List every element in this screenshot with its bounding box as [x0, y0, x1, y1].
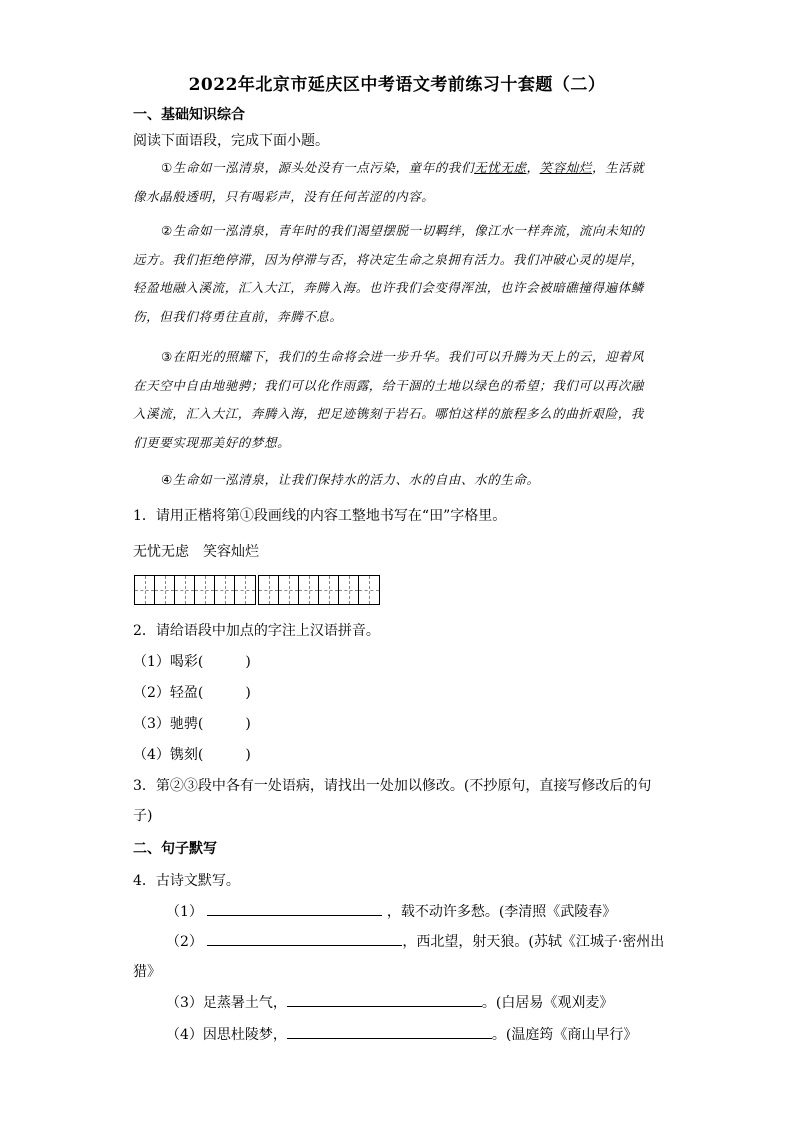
- section1-heading: 一、基础知识综合: [133, 107, 245, 123]
- recite-item-3-post: 。(白居易《观刈麦》: [481, 995, 614, 1011]
- question-3-line-1: 3．第②③段中各有一处语病，请找出一处加以修改。(不抄原句，直接写修改后的句: [133, 778, 652, 794]
- question-4: 4．古诗文默写。: [133, 873, 240, 889]
- grid-cell[interactable]: [155, 576, 175, 604]
- page-title: 2022年北京市延庆区中考语文考前练习十套题（二）: [188, 75, 606, 95]
- question-3-line-2: 子): [133, 808, 153, 824]
- recite-blank-4[interactable]: [287, 1024, 492, 1039]
- grid-cell[interactable]: [279, 576, 299, 604]
- recite-item-1-post: ，载不动许多愁。(李清照《武陵春》: [386, 904, 617, 920]
- recite-blank-1[interactable]: [207, 901, 382, 916]
- p1-separator: ，: [526, 160, 540, 175]
- p1-underlined-1: 无忧无虑: [474, 160, 527, 175]
- question-1: 1．请用正楷将第①段画线的内容工整地书写在“田”字格里。: [133, 508, 507, 524]
- recite-blank-3[interactable]: [287, 992, 482, 1007]
- tianzige-grid[interactable]: [134, 575, 380, 605]
- recite-item-4-post: 。(温庭筠《商山早行》: [491, 1027, 638, 1043]
- grid-cell[interactable]: [319, 576, 339, 604]
- tianzige-group-1[interactable]: [134, 575, 256, 605]
- pinyin-item-4[interactable]: （4）镌刻( ): [133, 747, 251, 763]
- grid-cell[interactable]: [195, 576, 215, 604]
- recite-item-4-num: （4）: [166, 1027, 203, 1043]
- recite-item-3-num: （3）: [166, 995, 203, 1011]
- section1-intro: 阅读下面语段，完成下面小题。: [133, 133, 329, 149]
- recite-blank-2[interactable]: [207, 931, 402, 946]
- grid-cell[interactable]: [299, 576, 319, 604]
- recite-item-2-num: （2）: [166, 934, 203, 950]
- grid-cell[interactable]: [135, 576, 155, 604]
- passage-paragraph-1: [133, 154, 653, 211]
- passage-paragraph-3: ③在阳光的照耀下，我们的生命将会进一步升华。我们可以升腾为天上的云，迎着风在天空中自由地驰骋；我们可以化作雨露，给干涸的土地以绿色的希望；我们可以再次融入溪流，汇入大江，奔腾入海，把足迹镌刻于岩石。哪怕这样的旅程多么的曲折艰险，我们更要实现那美好的梦想。: [133, 349, 645, 450]
- recite-item-4-pre: 因思杜陵梦，: [202, 1027, 287, 1043]
- grid-cell[interactable]: [215, 576, 235, 604]
- p1-underlined-2: 笑容灿烂: [539, 160, 593, 175]
- section2-heading: 二、句子默写: [133, 841, 217, 857]
- question-1-words: 无忧无虑 笑容灿烂: [133, 544, 259, 560]
- passage-paragraph-2: ②生命如一泓清泉，青年时的我们渴望摆脱一切羁绊，像江水一样奔流，流向未知的远方。我们拒绝停滞，因为停滞与否，将决定生命之泉拥有活力。我们冲破心灵的堤岸，轻盈地融入溪流，汇入大江，奔腾入海。也许我们会变得浑浊，也许会被暗礁撞得遍体鳞伤，但我们将勇往直前，奔腾不息。: [133, 223, 645, 324]
- recite-item-1-num: （1）: [166, 904, 203, 920]
- pinyin-item-2[interactable]: （2）轻盈( ): [133, 685, 251, 701]
- grid-cell[interactable]: [235, 576, 255, 604]
- recite-item-2-continued: 猎》: [133, 964, 161, 980]
- grid-cell[interactable]: [359, 576, 379, 604]
- tianzige-group-2[interactable]: [258, 575, 380, 605]
- question-2: 2．请给语段中加点的字注上汉语拼音。: [133, 623, 380, 639]
- recite-item-2: [166, 931, 664, 951]
- recite-item-3: [166, 992, 613, 1012]
- grid-cell[interactable]: [339, 576, 359, 604]
- recite-item-4: [166, 1024, 637, 1044]
- grid-cell[interactable]: [175, 576, 195, 604]
- grid-cell[interactable]: [259, 576, 279, 604]
- pinyin-item-3[interactable]: （3）驰骋( ): [133, 716, 251, 732]
- pinyin-item-1[interactable]: （1）喝彩( ): [133, 654, 251, 670]
- recite-item-2-post: ，西北望，射天狼。(苏轼《江城子·密州出: [402, 934, 665, 950]
- recite-item-3-pre: 足蒸暑土气，: [202, 995, 287, 1011]
- p1-text-before: ①生命如一泓清泉，源头处没有一点污染，童年的我们: [161, 160, 475, 175]
- recite-item-1: [166, 901, 616, 921]
- passage-paragraph-4: ④生命如一泓清泉，让我们保持水的活力、水的自由、水的生命。: [161, 472, 540, 487]
- p1-text-after: ，生活就像水晶般透明，只有喝彩声，没有任何苦涩的内容。: [133, 160, 645, 204]
